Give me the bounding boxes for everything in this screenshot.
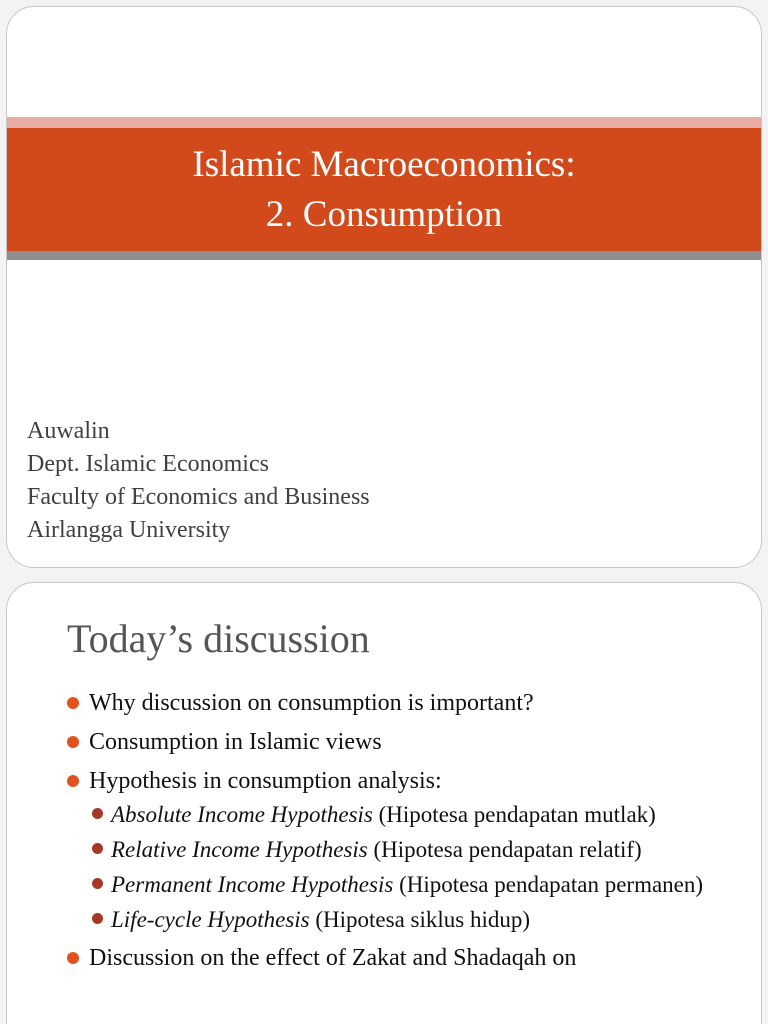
sub-list-item bbox=[89, 869, 741, 900]
slide-title-line-2: 2. Consumption bbox=[265, 193, 503, 235]
title-band bbox=[7, 128, 761, 251]
hypothesis-description: (Hipotesa pendapatan relatif) bbox=[367, 837, 642, 862]
bullet-text: Hypothesis in consumption analysis: bbox=[89, 768, 442, 794]
hypothesis-term: Permanent Income Hypothesis bbox=[111, 872, 394, 897]
slide-2-agenda bbox=[6, 582, 762, 1024]
author-name: Auwalin bbox=[27, 418, 110, 444]
bullet-dot-icon bbox=[67, 736, 79, 748]
list-item bbox=[67, 727, 741, 758]
slide-heading: Today’s discussion bbox=[67, 616, 370, 661]
bullet-dot-icon bbox=[67, 952, 79, 964]
author-university: Airlangga University bbox=[27, 517, 231, 543]
sub-list-item bbox=[89, 834, 741, 865]
sub-list-item bbox=[89, 799, 741, 830]
list-item bbox=[67, 766, 741, 935]
bullet-text: Consumption in Islamic views bbox=[89, 729, 382, 755]
author-block bbox=[27, 415, 370, 547]
author-faculty: Faculty of Economics and Business bbox=[27, 484, 370, 510]
bullet-text: Why discussion on consumption is important? bbox=[89, 690, 534, 716]
bullet-text: Discussion on the effect of Zakat and Shadaqah on bbox=[89, 945, 577, 971]
author-department: Dept. Islamic Economics bbox=[27, 451, 269, 477]
sub-bullet-dot-icon bbox=[92, 843, 103, 854]
bullet-dot-icon bbox=[67, 775, 79, 787]
title-band-top-stripe bbox=[7, 117, 761, 128]
sub-bullet-dot-icon bbox=[92, 808, 103, 819]
slide-1-title bbox=[6, 6, 762, 568]
hypothesis-term: Relative Income Hypothesis bbox=[111, 837, 368, 862]
hypothesis-description: (Hipotesa siklus hidup) bbox=[309, 907, 531, 932]
bullet-dot-icon bbox=[67, 697, 79, 709]
list-item bbox=[67, 688, 741, 719]
hypothesis-term: Life-cycle Hypothesis bbox=[111, 907, 310, 932]
slide-title-line-1: Islamic Macroeconomics: bbox=[192, 143, 576, 185]
bullet-list bbox=[67, 688, 741, 982]
sub-bullet-dot-icon bbox=[92, 878, 103, 889]
hypothesis-description: (Hipotesa pendapatan mutlak) bbox=[372, 802, 656, 827]
title-band-bottom-stripe bbox=[7, 251, 761, 260]
hypothesis-term: Absolute Income Hypothesis bbox=[111, 802, 373, 827]
sub-bullet-list bbox=[67, 799, 741, 935]
hypothesis-description: (Hipotesa pendapatan permanen) bbox=[393, 872, 704, 897]
list-item bbox=[67, 943, 741, 974]
sub-list-item bbox=[89, 904, 741, 935]
sub-bullet-dot-icon bbox=[92, 913, 103, 924]
